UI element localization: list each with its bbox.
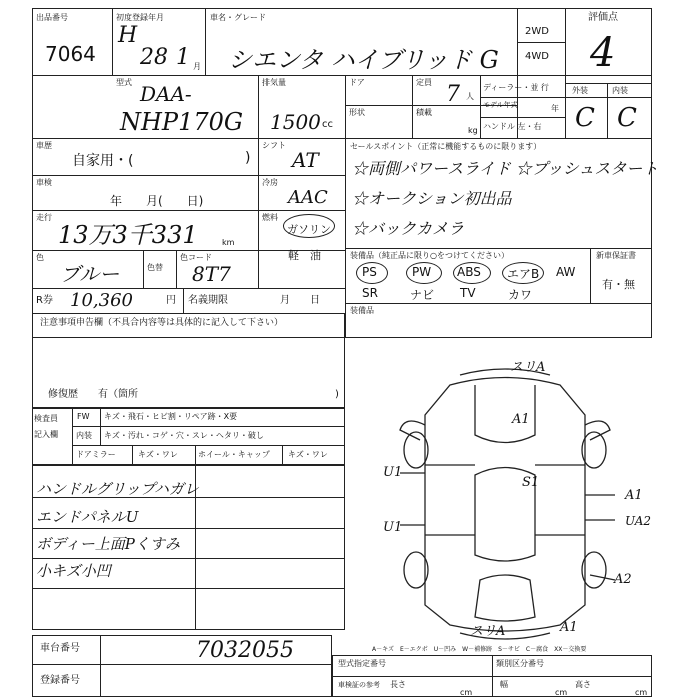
ac-label: 冷房 — [262, 178, 278, 187]
repair-close: ) — [335, 389, 339, 400]
notes-label: 注意事項申告欄（不具合内容等は具体的に記入して下さい） — [40, 318, 284, 328]
diagram-mark-right-front-door: A1 — [625, 488, 643, 503]
grade-label: 評価点 — [588, 12, 618, 23]
selling-point-2: ☆オークション初出品 — [352, 189, 512, 208]
dealer-label: ディーラー・並 行 — [483, 83, 549, 92]
recycle-label: R券 — [36, 295, 53, 306]
length-unit: cm — [460, 688, 473, 697]
int-label: 内装 — [612, 86, 628, 95]
equip-airbag: エアB — [507, 267, 540, 281]
car-damage-diagram — [380, 355, 630, 645]
reg-label: 初度登録年月 — [116, 13, 164, 22]
mirror-items: キズ・ワレ — [138, 450, 178, 459]
interior-items: キズ・汚れ・コゲ・穴・スレ・ヘタリ・破し — [104, 431, 264, 440]
handwritten-note-3: ボディー上面Pくすみ — [36, 535, 180, 553]
equip-leather: カワ — [508, 288, 533, 302]
handwritten-note-1: ハンドルグリップハガレ — [36, 480, 199, 498]
color-value: ブルー — [60, 262, 120, 286]
reg-year: 28 — [140, 45, 168, 70]
drive-2wd: 2WD — [525, 26, 549, 37]
diagram-mark-left-rear-door: U1 — [383, 520, 403, 535]
capacity-label: 定員 — [416, 78, 432, 87]
cert-label: 車検証の参考 — [338, 681, 380, 689]
diagram-mark-rear-bumper: スリA — [470, 624, 506, 639]
repair-label: 修復歴 有（箇所 — [48, 389, 138, 400]
fw-items: キズ・飛石・ヒビ割・リペア跡・X要 — [104, 412, 238, 421]
wheel-label: ホイール・キャップ — [198, 450, 270, 459]
mirror-label: ドアミラー — [76, 450, 116, 459]
diagram-mark-roof: S1 — [522, 475, 540, 490]
equip-ps: PS — [362, 265, 377, 279]
inspection-label: 車検 — [36, 178, 52, 187]
expiry-text: 月 日 — [280, 295, 320, 306]
diagram-mark-rear-corner: A1 — [560, 620, 578, 635]
width-label: 幅 — [500, 680, 508, 689]
damage-legend: A－キズ E－エクボ U－凹み W－補修跡 S－サビ C－腐食 XX－交換要 — [372, 646, 587, 653]
shift-value: AT — [292, 148, 319, 172]
capacity-unit: 人 — [466, 92, 474, 101]
diagram-mark-front-bumper: スリA — [510, 360, 546, 375]
equip-navi: ナビ — [410, 288, 435, 302]
grade-value: 4 — [590, 30, 616, 76]
type-line2: NHP170G — [120, 108, 244, 136]
chassis-label: 車台番号 — [40, 643, 80, 654]
color-no-label: 色替 — [147, 263, 163, 272]
color-code: 8T7 — [192, 262, 231, 286]
equip-sr: SR — [362, 286, 378, 300]
lot-number: 7064 — [45, 42, 96, 66]
fuel-label: 燃料 — [262, 213, 278, 222]
wheel-items: キズ・ワレ — [288, 450, 328, 459]
new-car-label: 新車保証書 — [596, 251, 636, 260]
selling-point-3: ☆バックカメラ — [352, 219, 465, 238]
mileage-value: 13万3千331 — [58, 221, 198, 249]
height-unit: cm — [635, 688, 648, 697]
length-label: 長さ — [390, 680, 406, 689]
width-unit: cm — [555, 688, 568, 697]
int-value: C — [617, 103, 637, 133]
diagram-mark-right-rear-fender: A2 — [614, 572, 632, 587]
equip-notes-label: 装備品 — [350, 306, 374, 315]
diagram-mark-right-rear-door: UA2 — [625, 514, 652, 528]
inspection-text: 年 月( 日) — [110, 194, 204, 208]
door-label: ドア — [349, 78, 365, 87]
fuel-gas: ガソリン — [287, 223, 331, 236]
selling-point-1: ☆両側パワースライド ☆プッシュスタート — [352, 159, 659, 178]
inspector-label-2: 記入欄 — [34, 430, 58, 439]
equip-abs: ABS — [457, 265, 481, 279]
expiry-label: 名義期限 — [188, 295, 228, 306]
cc-unit: cc — [322, 119, 333, 130]
name-label: 車名・グレード — [210, 13, 266, 22]
color-label: 色 — [36, 253, 44, 262]
handwritten-note-2: エンドパネルU — [36, 508, 139, 526]
mileage-label: 走行 — [36, 213, 52, 222]
fw-label: FW — [77, 412, 90, 421]
ext-label: 外装 — [572, 86, 588, 95]
year-unit: 年 — [551, 104, 559, 113]
load-unit: kg — [468, 126, 478, 135]
new-car-value: 有・無 — [602, 278, 635, 291]
cc-label: 排気量 — [262, 78, 286, 87]
selling-points-label: セールスポイント（正常に機能するものに限ります） — [350, 142, 542, 151]
color-code-label: 色コード — [180, 253, 212, 262]
model-cert-label: 型式指定番号 — [338, 659, 386, 668]
shift-label: シフト — [262, 141, 286, 150]
shape-label: 形状 — [349, 108, 365, 117]
type-line1: DAA- — [140, 82, 192, 106]
use-label: 車歴 — [36, 141, 52, 150]
reg-era: H — [118, 23, 138, 48]
diagram-mark-hood: A1 — [512, 412, 530, 427]
cc-value: 1500 — [270, 110, 321, 134]
reg-month-unit: 月 — [193, 62, 201, 71]
model-year-label: モデル年式 — [483, 101, 518, 109]
diagram-mark-left-front-door: U1 — [383, 465, 403, 480]
load-label: 積載 — [416, 108, 432, 117]
drive-4wd: 4WD — [525, 51, 549, 62]
interior-label: 内装 — [76, 431, 92, 440]
equip-tv: TV — [460, 286, 476, 300]
type-label: 型式 — [116, 78, 132, 87]
use-value: 自家用・( — [72, 153, 134, 169]
equip-pw: PW — [412, 265, 432, 279]
reg-month: 1 — [176, 45, 190, 70]
ac-value: AAC — [288, 187, 328, 208]
ext-value: C — [575, 103, 595, 133]
equipment-label: 装備品（純正品に限り○をつけてください） — [350, 251, 509, 260]
car-name: シエンタ ハイブリッド G — [228, 46, 499, 74]
class-label: 類別区分番号 — [496, 659, 544, 668]
recycle-value: 10,360 — [70, 290, 133, 311]
handwritten-note-4: 小キズ小凹 — [36, 562, 111, 580]
height-label: 高さ — [575, 680, 591, 689]
chassis-value: 7032055 — [196, 638, 294, 663]
equip-aw: AW — [556, 265, 576, 279]
handle-label: ハンドル 左・右 — [483, 122, 542, 131]
recycle-unit: 円 — [166, 295, 176, 306]
use-close: ) — [245, 150, 251, 166]
inspector-label-1: 検査員 — [34, 414, 58, 423]
fuel-diesel: 軽 油 — [288, 249, 321, 262]
mileage-unit: km — [222, 238, 235, 247]
lot-label: 出品番号 — [36, 13, 68, 22]
capacity-value: 7 — [446, 82, 460, 107]
plate-label: 登録番号 — [40, 675, 80, 686]
